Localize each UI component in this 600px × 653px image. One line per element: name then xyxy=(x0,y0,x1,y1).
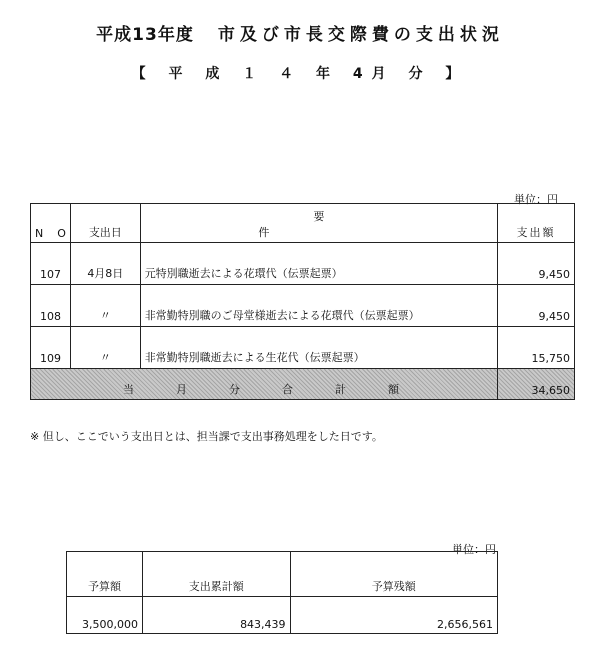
row-no: 108 xyxy=(31,285,71,327)
row-no: 109 xyxy=(31,327,71,369)
budget-table xyxy=(66,551,498,634)
page-title xyxy=(0,20,600,45)
expense-unit-label: 単位：円 xyxy=(514,193,558,206)
row-item: 非常勤特別職逝去による生花代（伝票起票） xyxy=(140,327,497,369)
table-row xyxy=(31,243,575,285)
total-amount: 34,650 xyxy=(498,369,575,400)
row-item: 非常勤特別職のご母堂様逝去による花環代（伝票起票） xyxy=(140,285,497,327)
footnote: ※ 但し、ここでいう支出日とは、担当課で支出事務処理をした日です。 xyxy=(30,430,383,443)
table-row xyxy=(31,327,575,369)
header-spent: 支出累計額 xyxy=(142,552,290,597)
header-remaining: 予算残額 xyxy=(290,552,497,597)
row-amount: 9,450 xyxy=(498,285,575,327)
header-no: N O xyxy=(31,204,71,243)
total-row xyxy=(31,369,575,400)
spent-amount: 843,439 xyxy=(142,597,290,634)
page-subtitle: 【 平 成 １ ４ 年 4月 分 】 xyxy=(131,66,469,82)
row-date: 4月8日 xyxy=(70,243,140,285)
row-date: 〃 xyxy=(70,285,140,327)
title-year: 平成13年度 xyxy=(96,25,194,45)
expense-table-header xyxy=(31,204,575,243)
row-amount: 9,450 xyxy=(498,243,575,285)
total-label: 当月分合計額 xyxy=(31,369,498,400)
row-no: 107 xyxy=(31,243,71,285)
budget-unit-label: 単位：円 xyxy=(452,543,496,556)
table-row xyxy=(31,285,575,327)
header-amount xyxy=(498,204,575,243)
budget-amount: 3,500,000 xyxy=(67,597,143,634)
header-item xyxy=(140,204,497,243)
row-item: 元特別職逝去による花環代（伝票起票） xyxy=(140,243,497,285)
header-item-label: 要件 xyxy=(258,210,435,239)
title-main: 市及び市長交際費の支出状況 xyxy=(217,25,504,45)
row-amount: 15,750 xyxy=(498,327,575,369)
header-budget: 予算額 xyxy=(67,552,143,597)
budget-table-values xyxy=(67,597,498,634)
remaining-amount: 2,656,561 xyxy=(290,597,497,634)
budget-table-header xyxy=(67,552,498,597)
expense-table xyxy=(30,203,575,400)
header-date: 支出日 xyxy=(70,204,140,243)
header-amount-label: 支出額 xyxy=(516,226,556,239)
row-date: 〃 xyxy=(70,327,140,369)
